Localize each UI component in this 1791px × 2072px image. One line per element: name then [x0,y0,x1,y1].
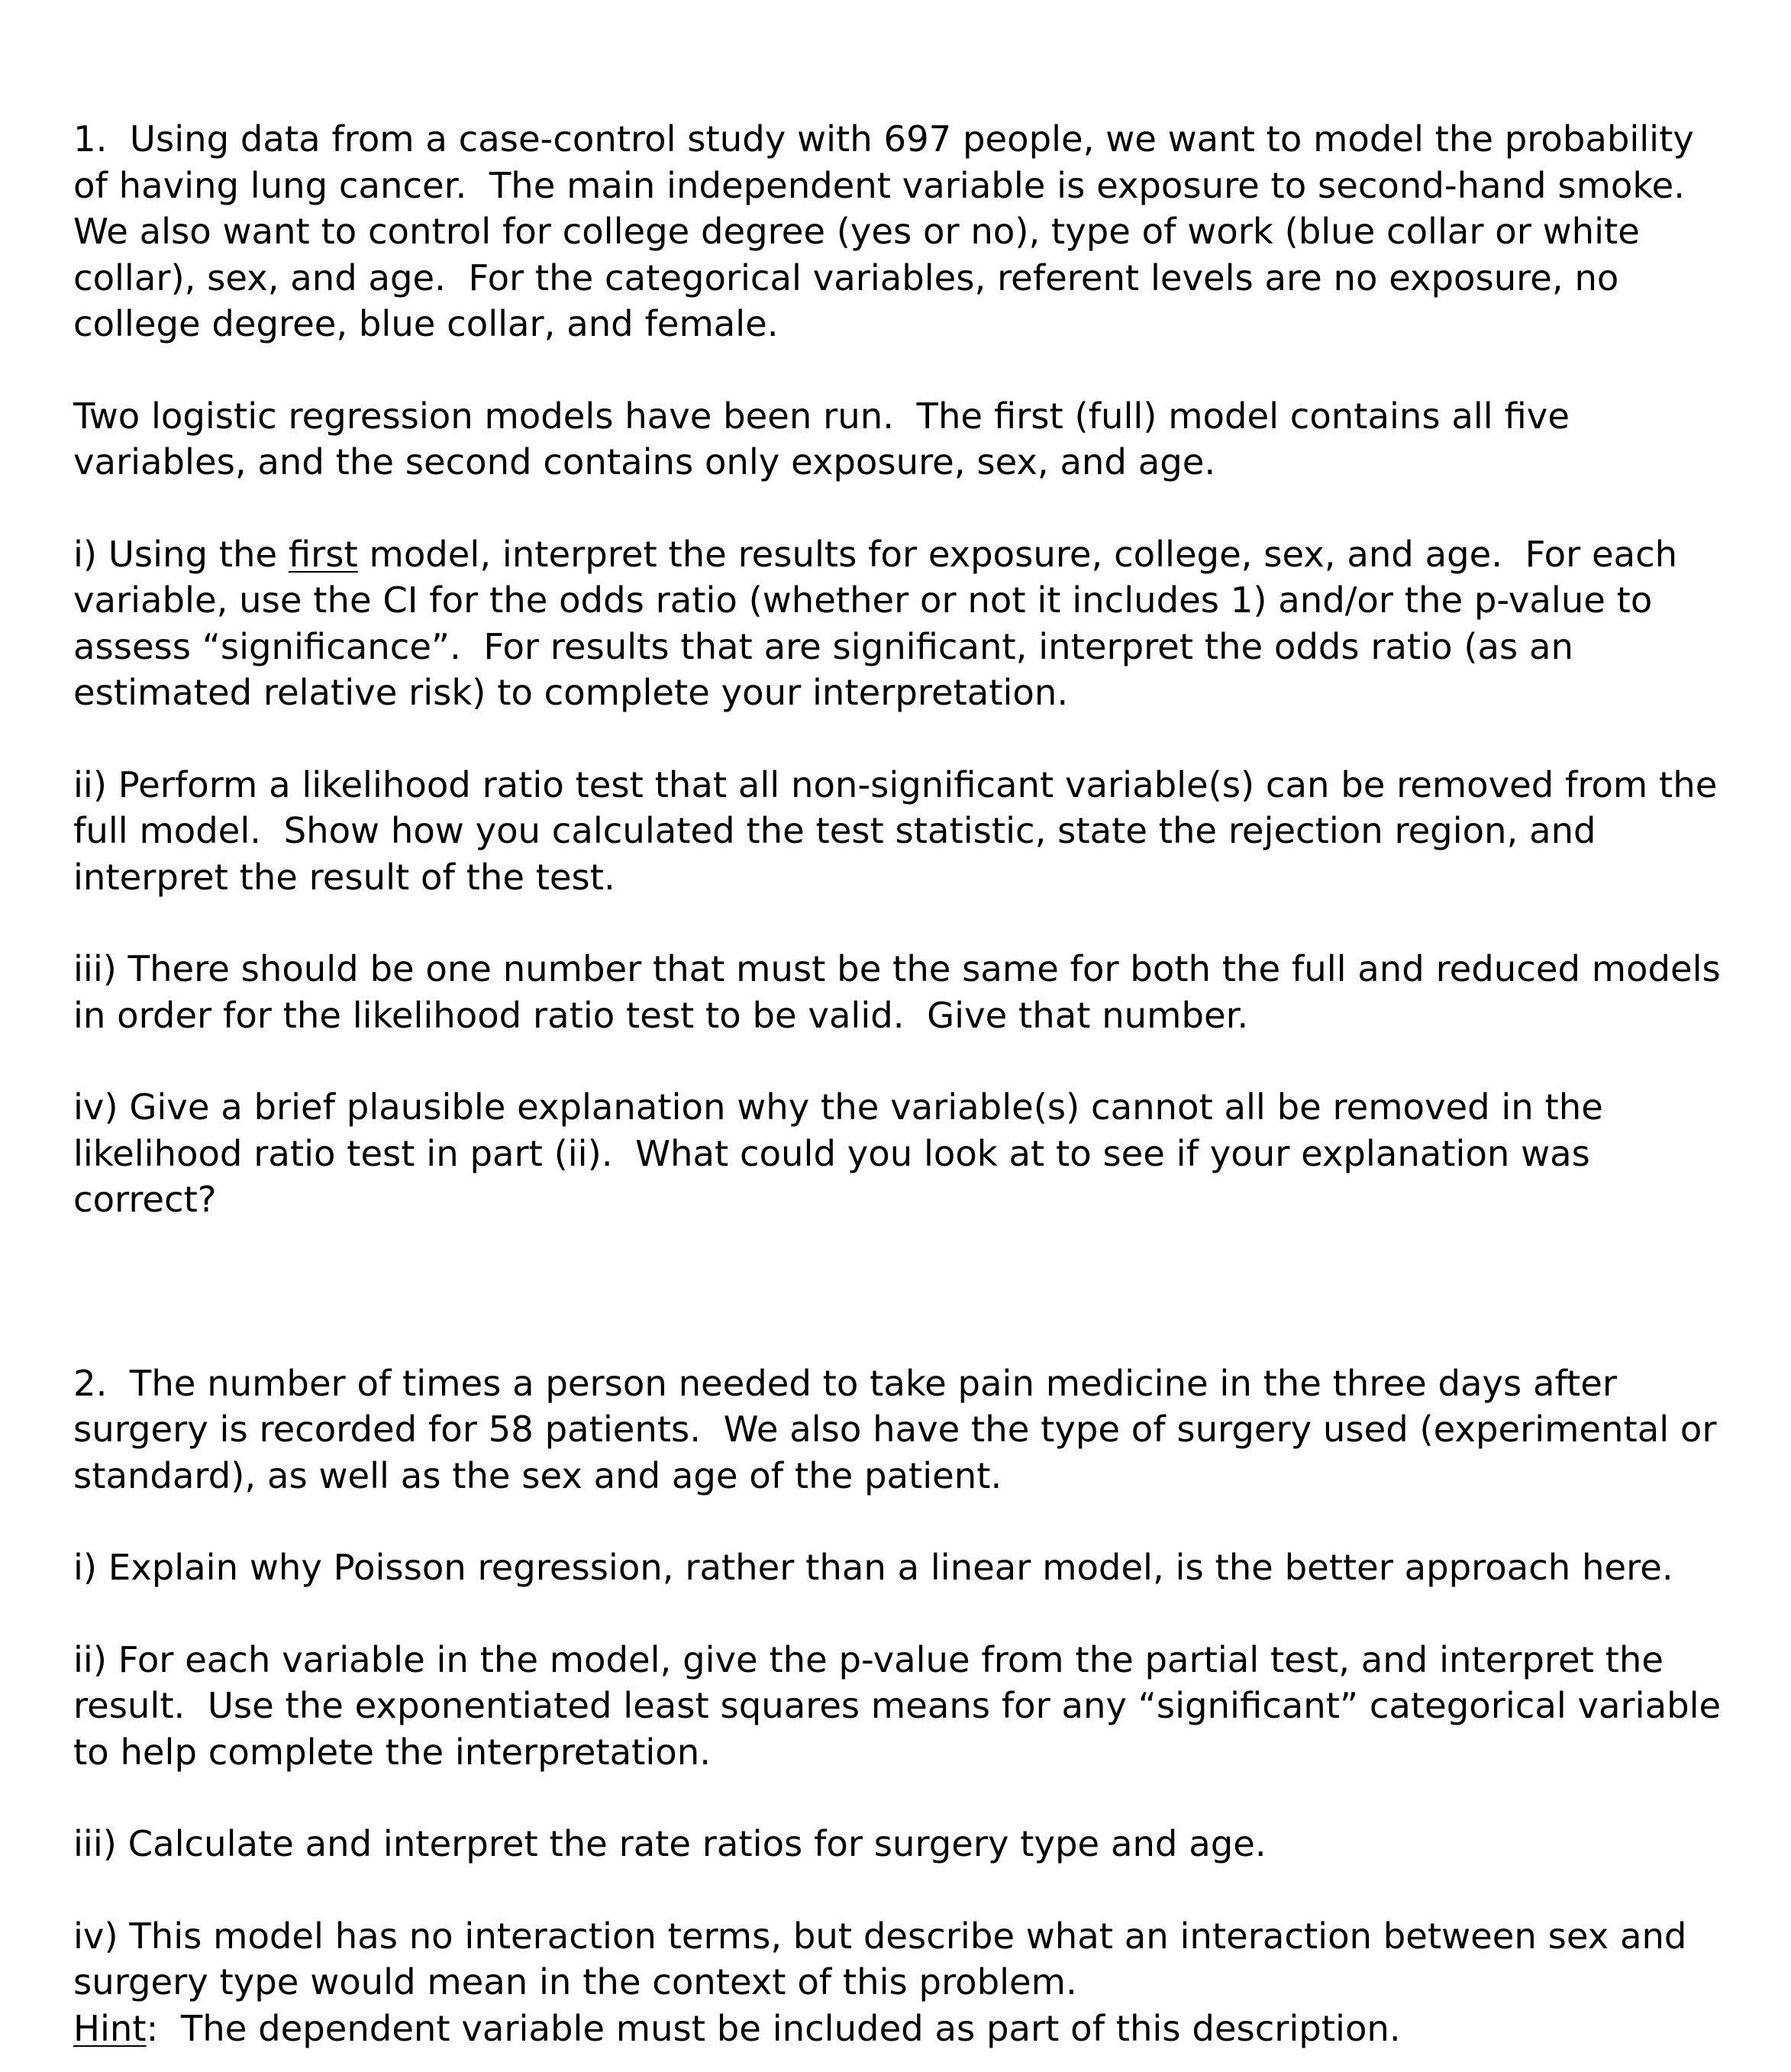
hint-text: : The dependent variable must be included as part of this description. [146,2007,1401,2049]
q1-models-description: Two logistic regression models have been run. The first (full) model contains all five variables, and the second contains only exposure, sex, and age. [73,395,1581,482]
q2-part-ii: ii) For each variable in the model, give the p-value from the partial test, and interpret the result. Use the exponentiated least squares means for any “significant” categorical variable to help complete the interpretation. [73,1638,1732,1773]
q1-part-i-underlined-word: first [288,533,358,575]
q2-hint [73,2006,1738,2052]
q1-part-iv: iv) Give a brief plausible explanation why the variable(s) cannot all be removed in the likelihood ratio test in part (ii). What could you look at to see if your explanation was correct? [73,1086,1615,1220]
q2-intro: 2. The number of times a person needed to take pain medicine in the three days after surgery is recorded for 58 patients. We also have the type of surgery used (experimental or standard), as well as the sex and age of the patient. [73,1362,1728,1496]
document-page [73,116,1738,2051]
q1-part-iii: iii) There should be one number that must be the same for both the full and reduced models in order for the likelihood ratio test to be valid. Give that number. [73,948,1732,1036]
q1-part-i-rest: model, interpret the results for exposure, college, sex, and age. For each variable, use the CI for the odds ratio (whether or not it includes 1) and/or the p-value to assess “significance”. For results that are significant, interpret the odds ratio (as an estimated relative risk) to complete your interpretation. [73,533,1689,713]
q1-part-ii: ii) Perform a likelihood ratio test that all non-significant variable(s) can be removed from the full model. Show how you calculated the test statistic, state the rejection region, and interpret the result of the test. [73,763,1729,898]
q2-part-iii: iii) Calculate and interpret the rate ratios for surgery type and age. [73,1823,1267,1864]
q1-intro: 1. Using data from a case-control study with 697 people, we want to model the probability of having lung cancer. The main independent variable is exposure to second-hand smoke. We also want to control for college degree (yes or no), type of work (blue collar or white collar), sex, and age. For the categorical variables, referent levels are no exposure, no college degree, blue collar, and female. [73,118,1708,344]
hint-label: Hint [73,2007,147,2049]
q2-part-i: i) Explain why Poisson regression, rather than a linear model, is the better approach here. [73,1547,1673,1588]
q2-part-iv: iv) This model has no interaction terms, but describe what an interaction between sex and surgery type would mean in the context of this problem. [73,1915,1699,2003]
q1-part-i [73,531,1738,716]
q1-part-i-lead: i) Using the [73,533,289,575]
